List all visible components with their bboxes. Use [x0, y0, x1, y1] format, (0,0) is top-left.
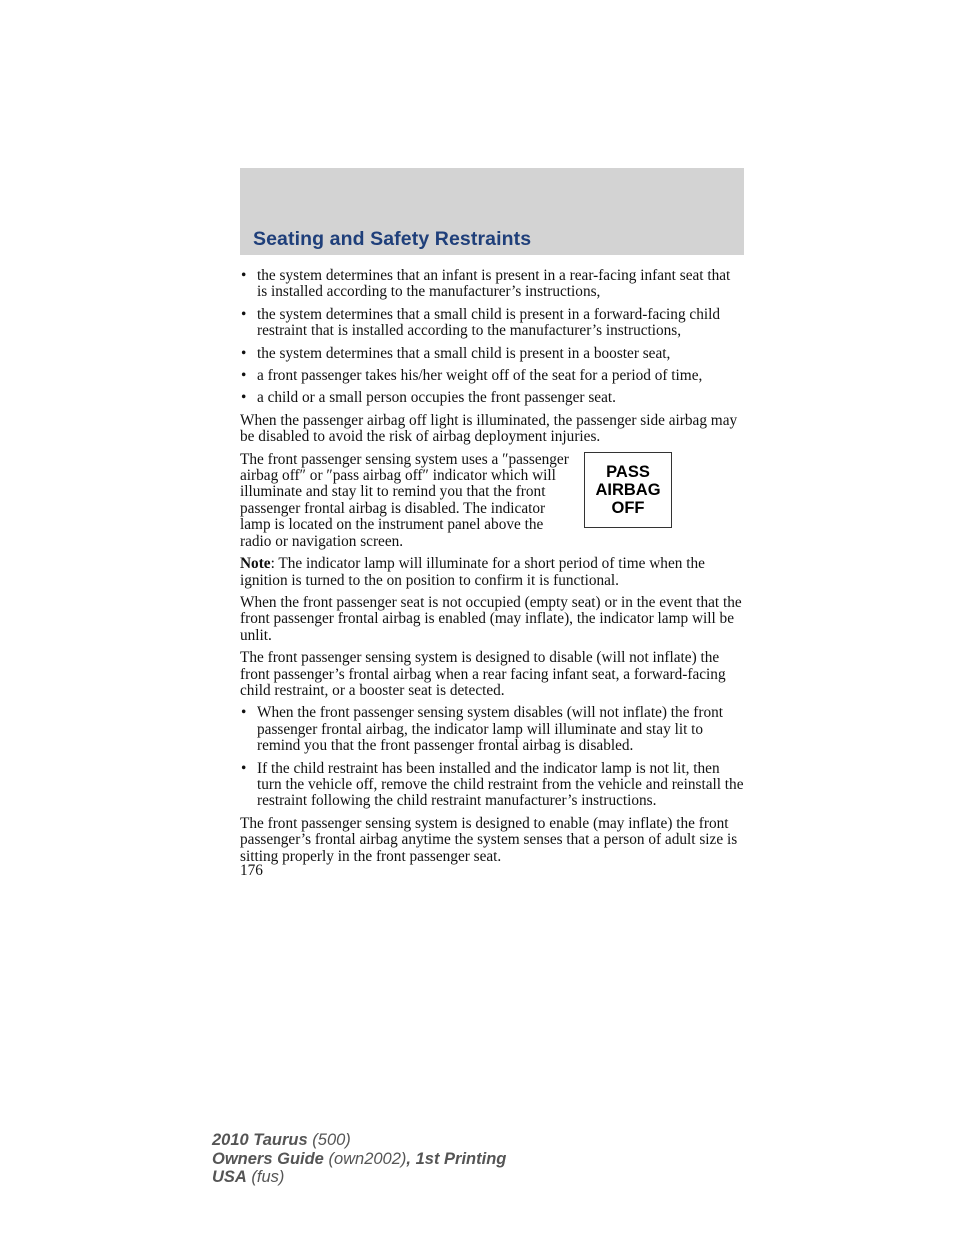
bullet-list-indicator-behavior	[240, 705, 744, 809]
list-item: • a child or a small person occupies the front passenger seat.	[240, 390, 744, 406]
section-header-band	[240, 168, 744, 255]
footer-printing: , 1st Printing	[406, 1149, 507, 1168]
footer-line-guide	[212, 1150, 506, 1169]
pass-airbag-off-indicator-icon	[584, 452, 672, 528]
paragraph-note	[240, 556, 744, 589]
indicator-line-1: PASS	[606, 462, 650, 481]
footer-line-region	[212, 1168, 506, 1187]
note-text: : The indicator lamp will illuminate for a short period of time when the ignition is turned to the on position to confirm it is functional.	[240, 555, 705, 589]
footer-line-model	[212, 1131, 506, 1150]
list-item: • the system determines that a small child is present in a booster seat,	[240, 346, 744, 362]
indicator-paragraph-wrap	[240, 452, 744, 550]
list-item: • When the front passenger sensing system disables (will not inflate) the front passenger frontal airbag, the indicator lamp will illuminate and stay lit to remind you that the front passenger frontal airbag is disabled.	[240, 705, 744, 754]
list-item: • the system determines that an infant is present in a rear-facing infant seat that is installed according to the manufacturer’s instructions,	[240, 268, 744, 301]
footer-region: USA	[212, 1168, 247, 1186]
footer-guide-code: (own2002)	[323, 1149, 407, 1168]
note-label: Note	[240, 555, 271, 573]
section-title: Seating and Safety Restraints	[253, 228, 532, 250]
paragraph-enable-conditions: The front passenger sensing system is designed to enable (may inflate) the front passenger’s frontal airbag anytime the system senses that a person of adult size is sitting properly in the front passenger seat.	[240, 814, 738, 865]
page-content	[240, 268, 744, 879]
page-number: 176	[240, 862, 263, 879]
footer-model-code: (500)	[307, 1131, 351, 1149]
list-item: • the system determines that a small child is present in a forward-facing child restraint that is installed according to the manufacturer’s instructions,	[240, 307, 744, 340]
list-item: • a front passenger takes his/her weight off of the seat for a period of time,	[240, 368, 744, 384]
footer-region-code: (fus)	[246, 1168, 285, 1186]
indicator-line-2: AIRBAG	[595, 480, 661, 499]
bullet-list-conditions	[240, 268, 744, 407]
paragraph-empty-seat: When the front passenger seat is not occupied (empty seat) or in the event that the front passenger frontal airbag is enabled (may inflate), the indicator lamp will be unlit.	[240, 593, 742, 644]
list-item: • If the child restraint has been installed and the indicator lamp is not lit, then turn the vehicle off, remove the child restraint from the vehicle and reinstall the restraint following the child restraint manufacturer’s instructions.	[240, 761, 744, 810]
paragraph-airbag-off-light: When the passenger airbag off light is illuminated, the passenger side airbag may be disabled to avoid the risk of airbag deployment injuries.	[240, 411, 738, 446]
paragraph-indicator-description: The front passenger sensing system uses a ″passenger airbag off″ or ″pass airbag off″ indicator which will illuminate and stay lit to remind you that the front passenger frontal airbag is disabled. The indicator lamp is located on the instrument panel above the radio or navigation screen.	[240, 450, 569, 550]
footer-model: 2010 Taurus	[212, 1131, 308, 1149]
indicator-line-3: OFF	[611, 498, 645, 517]
document-footer	[212, 1131, 506, 1187]
paragraph-disable-conditions: The front passenger sensing system is designed to disable (will not inflate) the front passenger’s frontal airbag when a rear facing infant seat, a forward-facing child restraint, or a booster seat is detected.	[240, 649, 726, 699]
footer-guide: Owners Guide	[212, 1149, 324, 1168]
